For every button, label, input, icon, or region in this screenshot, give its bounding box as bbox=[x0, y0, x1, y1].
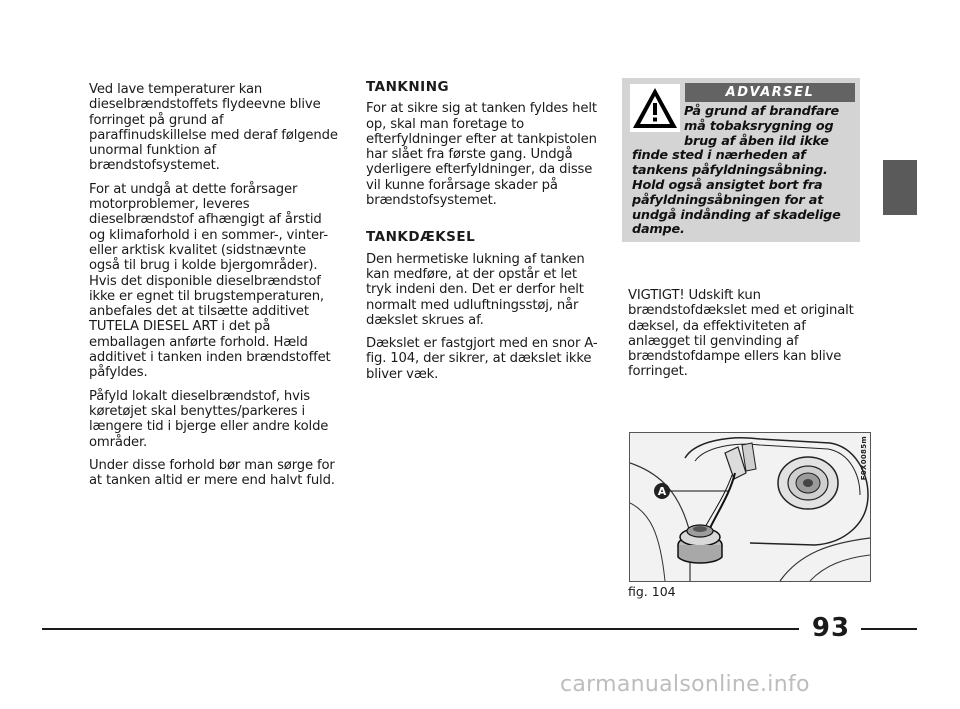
icon-spacer bbox=[632, 105, 684, 135]
section-heading-tankdaeksel: TANKDÆKSEL bbox=[366, 229, 476, 246]
figure-caption: fig. 104 bbox=[628, 584, 676, 599]
page-number: 93 bbox=[811, 613, 851, 643]
paragraph: Påfyld lokalt dieselbrændstof, hvis køretøjet skal benyttes/parkeres i længere tid i bjerge eller andre kolde områder. bbox=[89, 388, 329, 450]
footer-rule bbox=[42, 628, 799, 630]
section-heading-tankning: TANKNING bbox=[366, 79, 450, 95]
section-tab-marker bbox=[883, 160, 917, 215]
figure-code: F0X0085m bbox=[860, 436, 868, 481]
column-1 bbox=[89, 82, 339, 496]
column-2 bbox=[366, 80, 601, 390]
paragraph: Den hermetiske lukning af tanken kan medføre, at der opstår et let tryk indeni den. Det er derfor helt normalt med udluftningsstøj, når dækslet skrues af. bbox=[366, 251, 585, 328]
warning-title: ADVARSEL bbox=[685, 83, 855, 102]
warning-text-container bbox=[632, 105, 856, 238]
watermark: carmanualsonline.info bbox=[560, 672, 810, 697]
footer-rule bbox=[861, 628, 917, 630]
paragraph: For at sikre sig at tanken fyldes helt op, skal man foretage to efterfyldninger efter at tankpistolen har slået fra første gang. Undgå yderligere efterfyldninger, da disse vil kunne forårsage skader på brændstofsystemet. bbox=[366, 101, 597, 209]
important-note: VIGTIGT! Udskift kun brændstofdækslet med et originalt dæksel, da effektiviteten af anlægget til genvinding af brændstofdampe ellers kan blive forringet. bbox=[628, 288, 854, 380]
paragraph: Ved lave temperaturer kan dieselbrændstoffets flydeevne blive forringet på grund af paraffinudskillelse med deraf følgende unormal funktion af brændstofsystemet. bbox=[89, 82, 338, 174]
figure-fuel-cap bbox=[629, 432, 871, 582]
paragraph: For at undgå at dette forårsager motorproblemer, leveres dieselbrændstof afhængigt af årstid og klimaforhold i en sommer-, vinter- eller arktisk kvalitet (sidstnævnte også til brug i kolde bjergområder). Hvis det disponible dieselbrændstof ikke er egnet til brugstemperaturen, anbefales det at tilsætte additivet TUTELA DIESEL ART i det på emballagen anførte forhold. Hæld additivet i tanken inden brændstoffet påfyldes. bbox=[89, 181, 331, 381]
paragraph: Under disse forhold bør man sørge for at tanken altid er mere end halvt fuld. bbox=[89, 457, 335, 489]
paragraph: Dækslet er fastgjort med en snor A-fig. 104, der sikrer, at dækslet ikke bliver væk. bbox=[366, 336, 598, 382]
fuel-cap-illustration bbox=[630, 433, 870, 581]
callout-label-a: A bbox=[657, 485, 667, 498]
warning-text: På grund af brandfare må tobaksrygning og brug af åben ild ikke finde sted i nærheden af tankens påfyldningsåbning. Hold også ansigtet bort fra påfyldningsåbningen for at undgå indånding af skadelige dampe. bbox=[632, 104, 841, 238]
